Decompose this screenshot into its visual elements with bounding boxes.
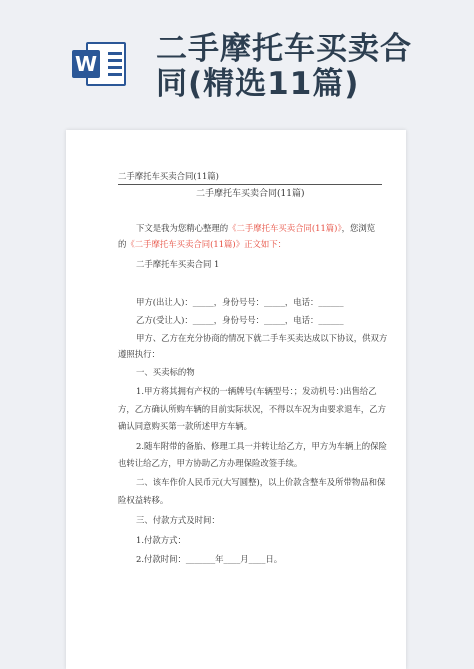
intro-text-b: ，您浏览 bbox=[341, 223, 376, 233]
party-a-line: 甲方(出让人)：_____，身份号号：_____，电话：______ bbox=[136, 297, 344, 307]
paragraph-line: 二、该车作价人民币元(大写圆整)，以上价款含整车及所带物品和保 bbox=[136, 477, 386, 487]
intro-text-a: 下文是我为您精心整理的 bbox=[136, 223, 229, 233]
title-line-1: 二手摩托车买卖合 bbox=[156, 31, 412, 67]
section-title: 二手摩托车买卖合同 1 bbox=[136, 259, 220, 269]
paragraph-line: 方，乙方确认所购车辆的目前实际状况，不得以车况为由要求退车，乙方 bbox=[118, 404, 386, 414]
intro-link-1[interactable]: 《二手摩托车买卖合同(11篇)》 bbox=[228, 223, 342, 233]
paragraph-line: 2.随车附带的备胎、修理工具一并转让给乙方，甲方为车辆上的保险 bbox=[136, 441, 387, 451]
intro-line-2 bbox=[118, 238, 286, 250]
paragraph-line: 甲方、乙方在充分协商的情况下就二手车买卖达成以下协议，供双方 bbox=[136, 333, 388, 343]
section-heading: 一、买卖标的物 bbox=[136, 367, 195, 377]
paragraph-line: 2.付款时间：_______年____月____日。 bbox=[136, 554, 283, 564]
word-document-icon bbox=[72, 40, 128, 88]
section-heading: 三、付款方式及时间： bbox=[136, 515, 220, 525]
banner bbox=[0, 0, 474, 112]
document-title: 二手摩托车买卖合同(11篇) bbox=[196, 189, 305, 199]
page-title bbox=[156, 32, 466, 102]
intro-line-1 bbox=[136, 222, 375, 234]
title-line-2: 同(精选11篇) bbox=[156, 66, 360, 102]
intro-link-2[interactable]: 《二手摩托车买卖合同(11篇)》正文如下： bbox=[126, 239, 286, 249]
paragraph-line: 确认同意购买第一款所述甲方车辆。 bbox=[118, 421, 252, 431]
party-b-line: 乙方(受让人)：_____，身份号号：_____，电话：______ bbox=[136, 315, 344, 325]
word-badge: W bbox=[72, 50, 100, 78]
intro-text-c: 的 bbox=[118, 239, 127, 249]
paragraph-line: 1.付款方式： bbox=[136, 535, 186, 545]
header-divider bbox=[118, 184, 382, 185]
running-header: 二手摩托车买卖合同(11篇) bbox=[118, 171, 219, 181]
document-page bbox=[66, 130, 406, 669]
paragraph-line: 1.甲方将其拥有产权的一辆牌号(车辆型号：；发动机号：)出售给乙 bbox=[136, 386, 377, 396]
paragraph-line: 遵照执行： bbox=[118, 349, 160, 359]
paragraph-line: 也转让给乙方，甲方协助乙方办理保险改签手续。 bbox=[118, 458, 303, 468]
paragraph-line: 险权益转移。 bbox=[118, 495, 169, 505]
